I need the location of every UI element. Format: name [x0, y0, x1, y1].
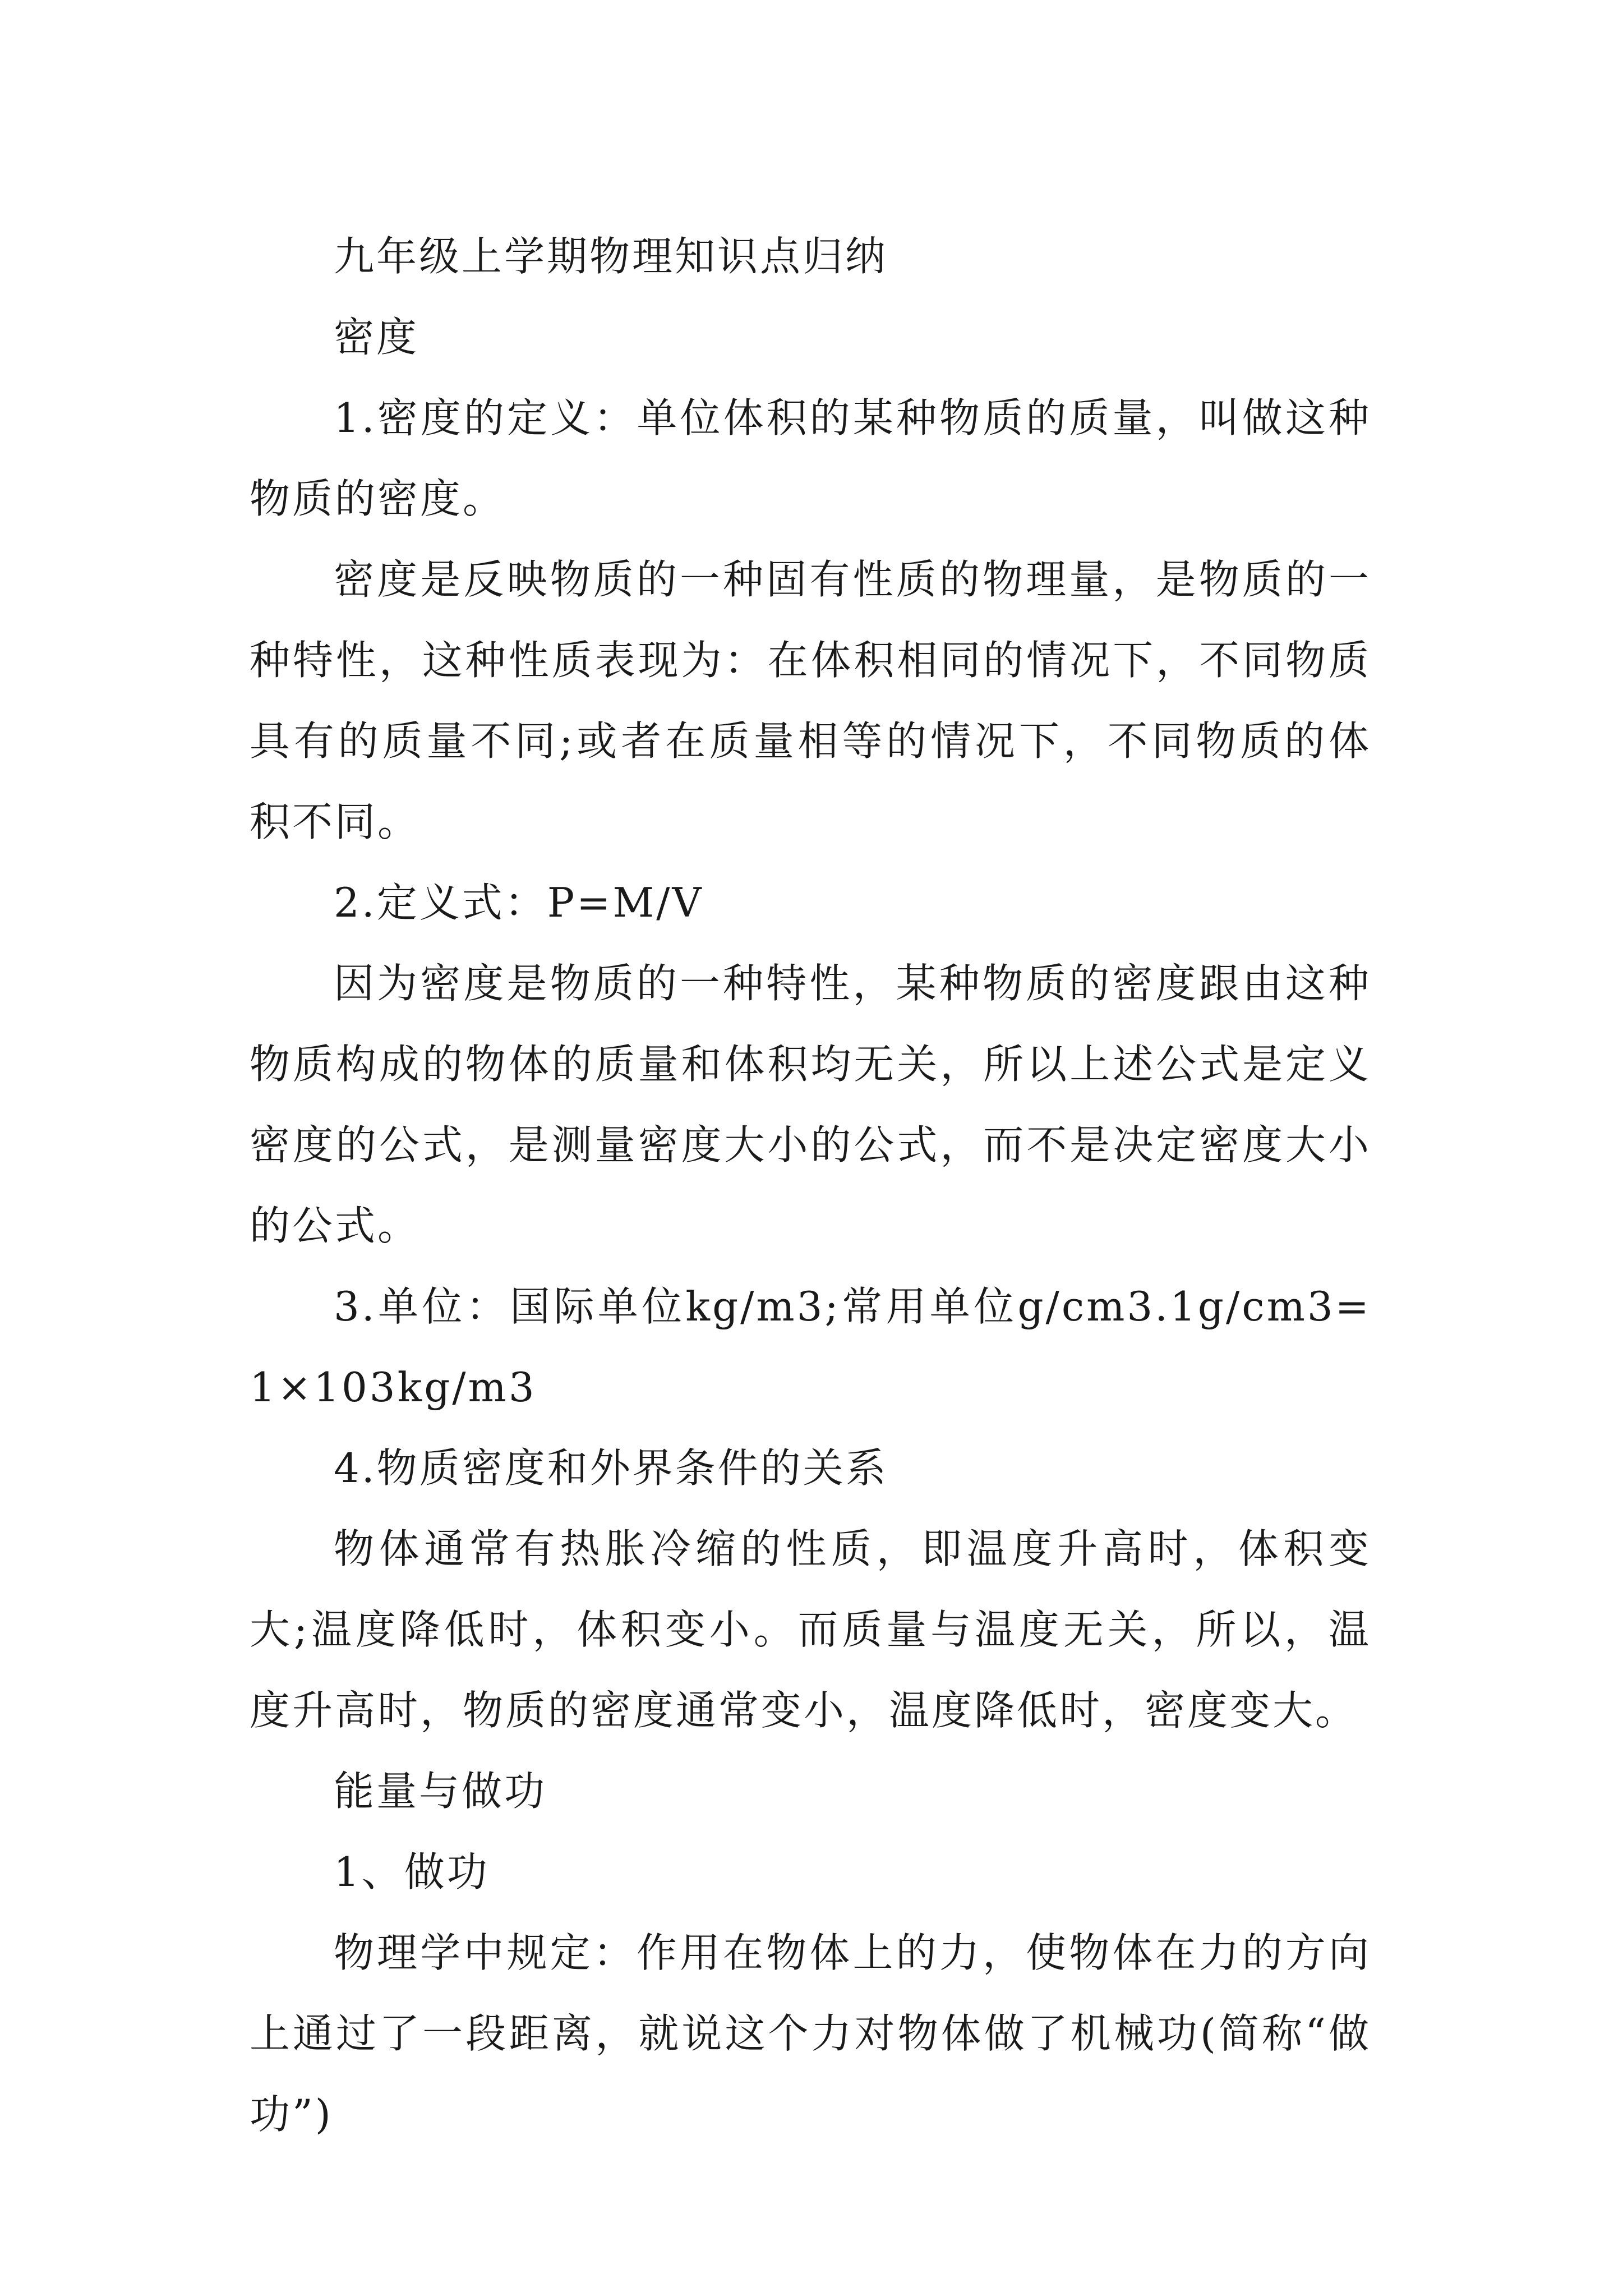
document-title: 九年级上学期物理知识点归纳 [334, 233, 888, 280]
section-heading-density: 密度 [334, 314, 419, 361]
document-body [250, 216, 1371, 2155]
paragraph: 4.物质密度和外界条件的关系 [334, 1444, 888, 1492]
paragraph: 1、做功 [334, 1848, 490, 1895]
paragraph: 物理学中规定：作用在物体上的力，使物体在力的方向上通过了一段距离，就说这个力对物体做了机械功(简称“做功”) [250, 1929, 1371, 2138]
paragraph: 密度是反映物质的一种固有性质的物理量，是物质的一种特性，这种性质表现为：在体积相同的情况下，不同物质具有的质量不同;或者在质量相等的情况下，不同物质的体积不同。 [250, 556, 1371, 845]
section-heading-energy-work: 能量与做功 [334, 1768, 547, 1815]
paragraph: 因为密度是物质的一种特性，某种物质的密度跟由这种物质构成的物体的质量和体积均无关，所以上述公式是定义密度的公式，是测量密度大小的公式，而不是决定密度大小的公式。 [250, 960, 1371, 1249]
paragraph: 2.定义式：P=M/V [334, 879, 704, 926]
paragraph: 物体通常有热胀冷缩的性质，即温度升高时，体积变大;温度降低时，体积变小。而质量与温度无关，所以，温度升高时，物质的密度通常变小，温度降低时，密度变大。 [250, 1525, 1371, 1734]
paragraph: 3.单位：国际单位kg/m3;常用单位g/cm3.1g/cm3=1×103kg/m3 [250, 1283, 1371, 1411]
paragraph: 1.密度的定义：单位体积的某种物质的质量，叫做这种物质的密度。 [250, 394, 1371, 522]
